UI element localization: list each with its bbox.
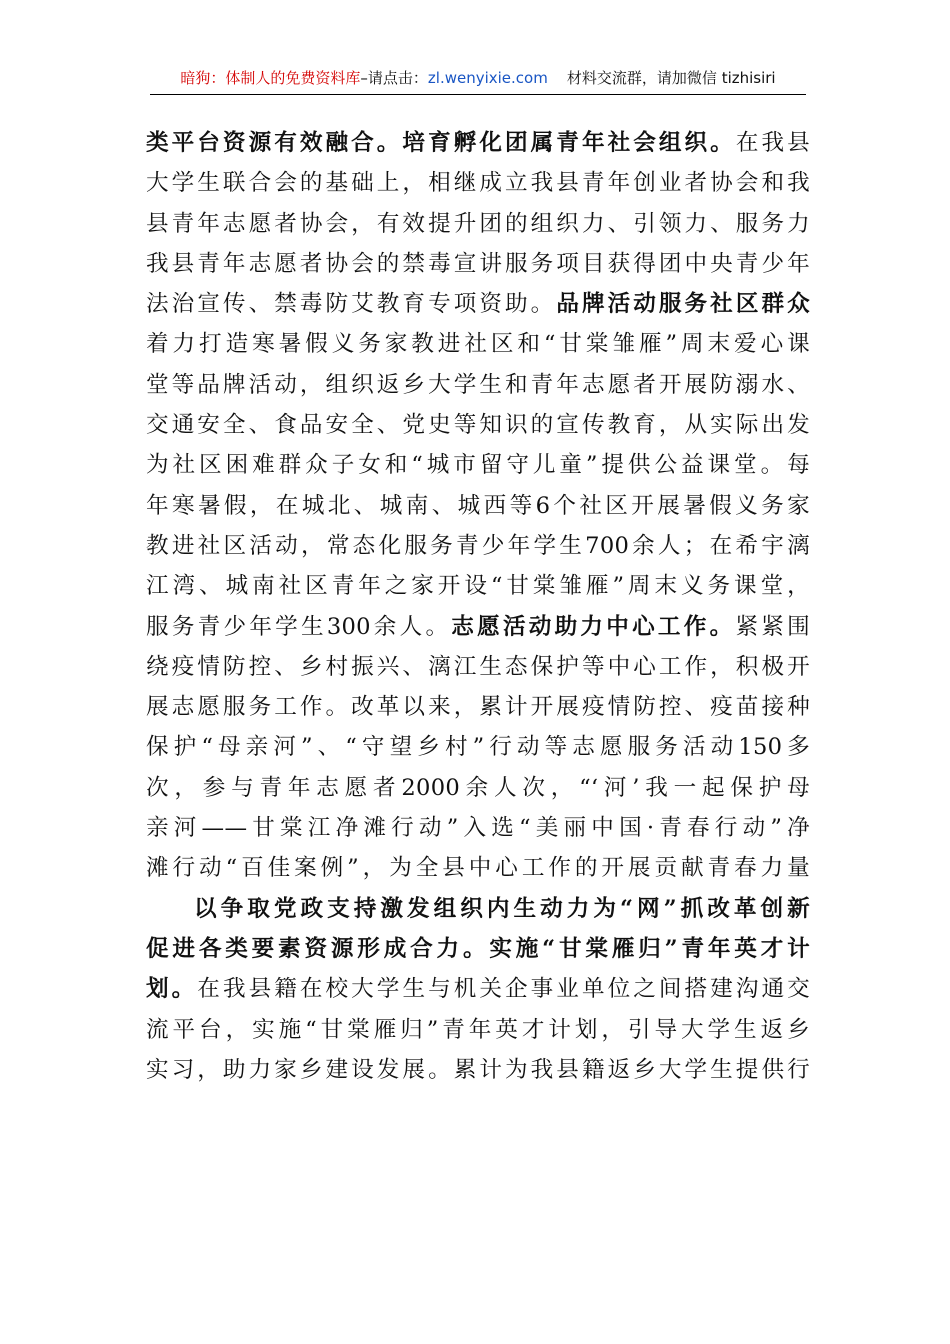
text-line: 划。在我县籍在校大学生与机关企事业单位之间搭建沟通交 [146,976,810,1003]
text-line: 服务青少年学生300余人。志愿活动助力中心工作。紧紧围 [146,613,810,640]
text-line: 类平台资源有效融合。培育孵化团属青年社会组织。在我县 [146,130,810,156]
section-heading-line: 促进各类要素资源形成合力。实施“甘棠雁归”青年英才计 [146,935,810,962]
text-line: 县青年志愿者协会，有效提升团的组织力、引领力、服务力 [146,210,810,237]
text-line: 年寒暑假，在城北、城南、城西等6个社区开展暑假义务家 [146,492,810,519]
text-line: 交通安全、食品安全、党史等知识的宣传教育，从实际出发 [146,412,810,439]
text-line: 大学生联合会的基础上，相继成立我县青年创业者协会和我 [146,170,810,197]
header-site-name: 暗狗：体制人的免费资料库 [180,69,361,87]
header-wechat-note: 材料交流群，请加微信 tizhisiri [566,69,776,87]
text-line: 亲河——甘棠江净滩行动”入选“美丽中国·青春行动”净 [146,815,810,842]
text-line: 法治宣传、禁毒防艾教育专项资助。品牌活动服务社区群众 [146,291,810,318]
text-line: 堂等品牌活动，组织返乡大学生和青年志愿者开展防溺水、 [146,371,810,398]
text-line: 滩行动“百佳案例”，为全县中心工作的开展贡献青春力量 [146,855,810,882]
text-line: 绕疫情防控、乡村振兴、漓江生态保护等中心工作，积极开 [146,653,810,680]
text-line: 流平台，实施“甘棠雁归”青年英才计划，引导大学生返乡 [146,1016,810,1043]
text-line: 展志愿服务工作。改革以来，累计开展疫情防控、疫苗接种 [146,694,810,721]
text-line: 着力打造寒暑假义务家教进社区和“甘棠雏雁”周末爱心课 [146,331,810,358]
text-line: 我县青年志愿者协会的禁毒宣讲服务项目获得团中央青少年 [146,250,810,277]
header-url-link[interactable]: zl.wenyixie.com [427,69,548,87]
text-line: 实习，助力家乡建设发展。累计为我县籍返乡大学生提供行 [146,1056,810,1083]
text-line: 教进社区活动，常态化服务青少年学生700余人；在希宇漓 [146,532,810,559]
text-line: 保护“母亲河”、“守望乡村”行动等志愿服务活动150多 [146,734,810,761]
text-line: 江湾、城南社区青年之家开设“甘棠雏雁”周末义务课堂， [146,573,810,600]
section-heading-line: 以争取党政支持激发组织内生动力为“网”抓改革创新 [194,895,810,922]
text-line: 为社区困难群众子女和“城市留守儿童”提供公益课堂。每 [146,452,810,479]
header-prompt: –请点击： [360,69,428,87]
text-line: 次，参与青年志愿者2000余人次，“‘河’我一起保护母 [146,774,810,801]
page-header [150,64,806,95]
document-body [146,123,810,1090]
